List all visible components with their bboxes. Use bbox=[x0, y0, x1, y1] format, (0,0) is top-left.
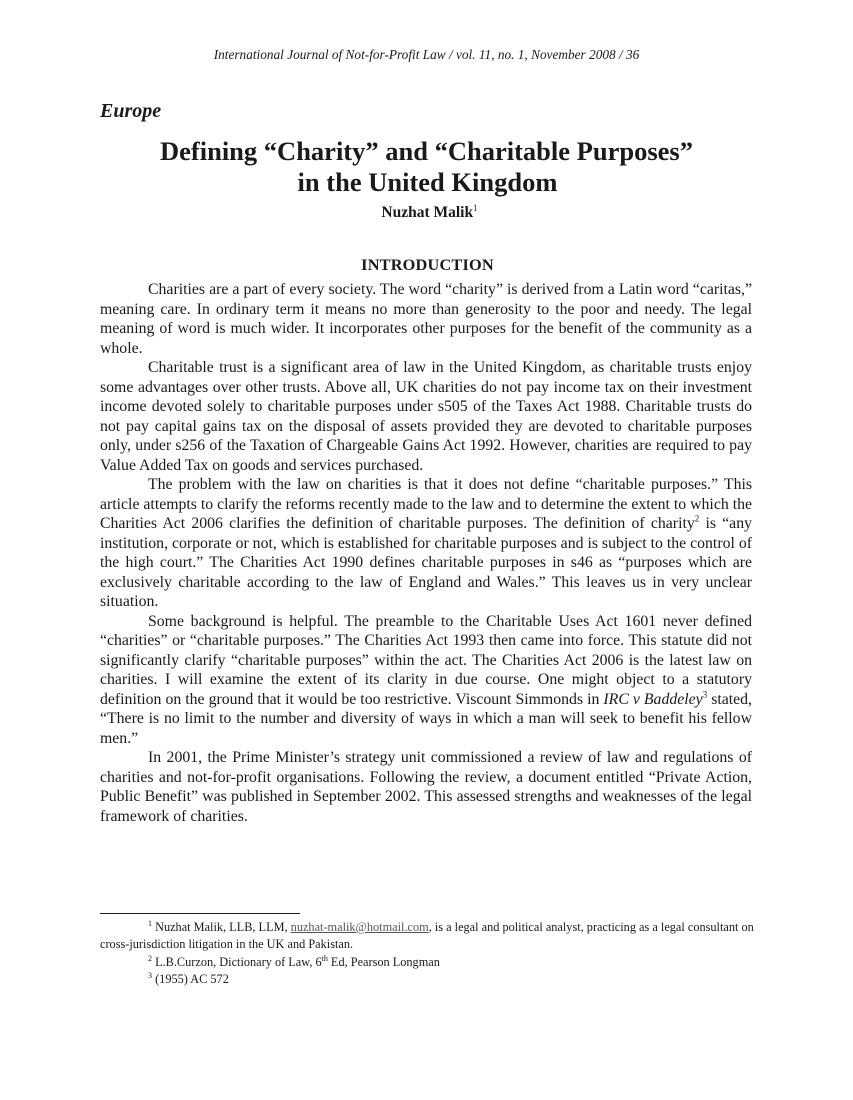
paragraph: The problem with the law on charities is that it does not define “charitable purposes.” This article attempts to clarify the reforms recently made to the law and to determine the extent to which the Charities Act 2006 clarifies the definition of charitable purposes. The definition of charity$^2$ is “any institution, corporate or not, which is established for charitable purposes and is subject to the control of the high court.” The Charities Act 1990 defines charitable purposes in s46 as “purposes which are exclusively charitable according to the law of England and Wales.” This leaves us in very unclear situation. bbox=[100, 476, 752, 610]
footnotes bbox=[100, 919, 760, 988]
body-text bbox=[100, 280, 752, 826]
article-title bbox=[0, 136, 853, 198]
paragraph: Some background is helpful. The preamble to the Charitable Uses Act 1601 never defined “charities” or “charitable purposes.” The Charities Act 1993 then came into force. This statute did not significantly clarify “charitable purposes” within the act. The Charities Act 2006 is the latest law on charities. I will examine the extent of its clarity in due course. One might object to a statutory definition on the ground that it would be too restrictive. Viscount Simmonds in IRC v Baddeley$^3$ stated, “There is no limit to the number and diversity of ways in which a man will seek to benefit his fellow men.” bbox=[100, 612, 753, 747]
section-heading: INTRODUCTION bbox=[361, 255, 494, 274]
footnote-1: $^1$ Nuzhat Malik, LLB, LLM, nuzhat-malik@hotmail.com, is a legal and political analyst, practicing as a legal consultant on cross-jurisdiction litigation in the UK and Pakistan. bbox=[100, 918, 754, 952]
running-head: International Journal of Not-for-Profit Law / vol. 11, no. 1, November 2008 / 36 bbox=[213, 47, 640, 62]
paragraph: In 2001, the Prime Minister’s strategy unit commissioned a review of law and regulations of charities and not-for-profit organisations. Following the review, a document entitled “Private Action, Public Benefit” was published in September 2002. This assessed strengths and weaknesses of the legal framework of charities. bbox=[100, 749, 752, 825]
footnote-rule bbox=[100, 913, 300, 914]
footnote-mark: 3 bbox=[702, 689, 708, 700]
email-link[interactable]: nuzhat-malik@hotmail.com bbox=[290, 920, 429, 934]
title-line-1: Defining “Charity” and “Charitable Purposes” bbox=[160, 136, 693, 166]
section-label: Europe bbox=[100, 100, 162, 122]
paragraph: Charities are a part of every society. The word “charity” is derived from a Latin word “caritas,” meaning care. In ordinary term it means no more than generosity to the poor and needy. The legal meaning of word is much wider. It incorporates other purposes for the benefit of the community as a whole. bbox=[100, 281, 752, 357]
paragraph: Charitable trust is a significant area of law in the United Kingdom, as charitable trusts enjoy some advantages over other trusts. Above all, UK charities do not pay income tax on their investment income devoted solely to charitable purposes under s505 of the Taxes Act 1988. Charitable trusts do not pay capital gains tax on the disposal of assets provided they are devoted to charitable purposes only, under s256 of the Taxation of Chargeable Gains Act 1992. However, charities are required to pay Value Added Tax on goods and services purchased. bbox=[100, 359, 752, 474]
author-name: Nuzhat Malik bbox=[381, 204, 474, 221]
title-line-2: in the United Kingdom bbox=[297, 167, 558, 197]
author-byline bbox=[0, 204, 853, 222]
footnote-3: $^3$ (1955) AC 572 bbox=[148, 970, 229, 986]
case-citation: IRC v Baddeley bbox=[603, 690, 703, 708]
footnote-2: $^2$ L.B.Curzon, Dictionary of Law, 6th Ed, Pearson Longman bbox=[148, 953, 440, 969]
footnote-mark: 1 bbox=[473, 202, 478, 213]
footnote-mark: 2 bbox=[694, 513, 700, 524]
